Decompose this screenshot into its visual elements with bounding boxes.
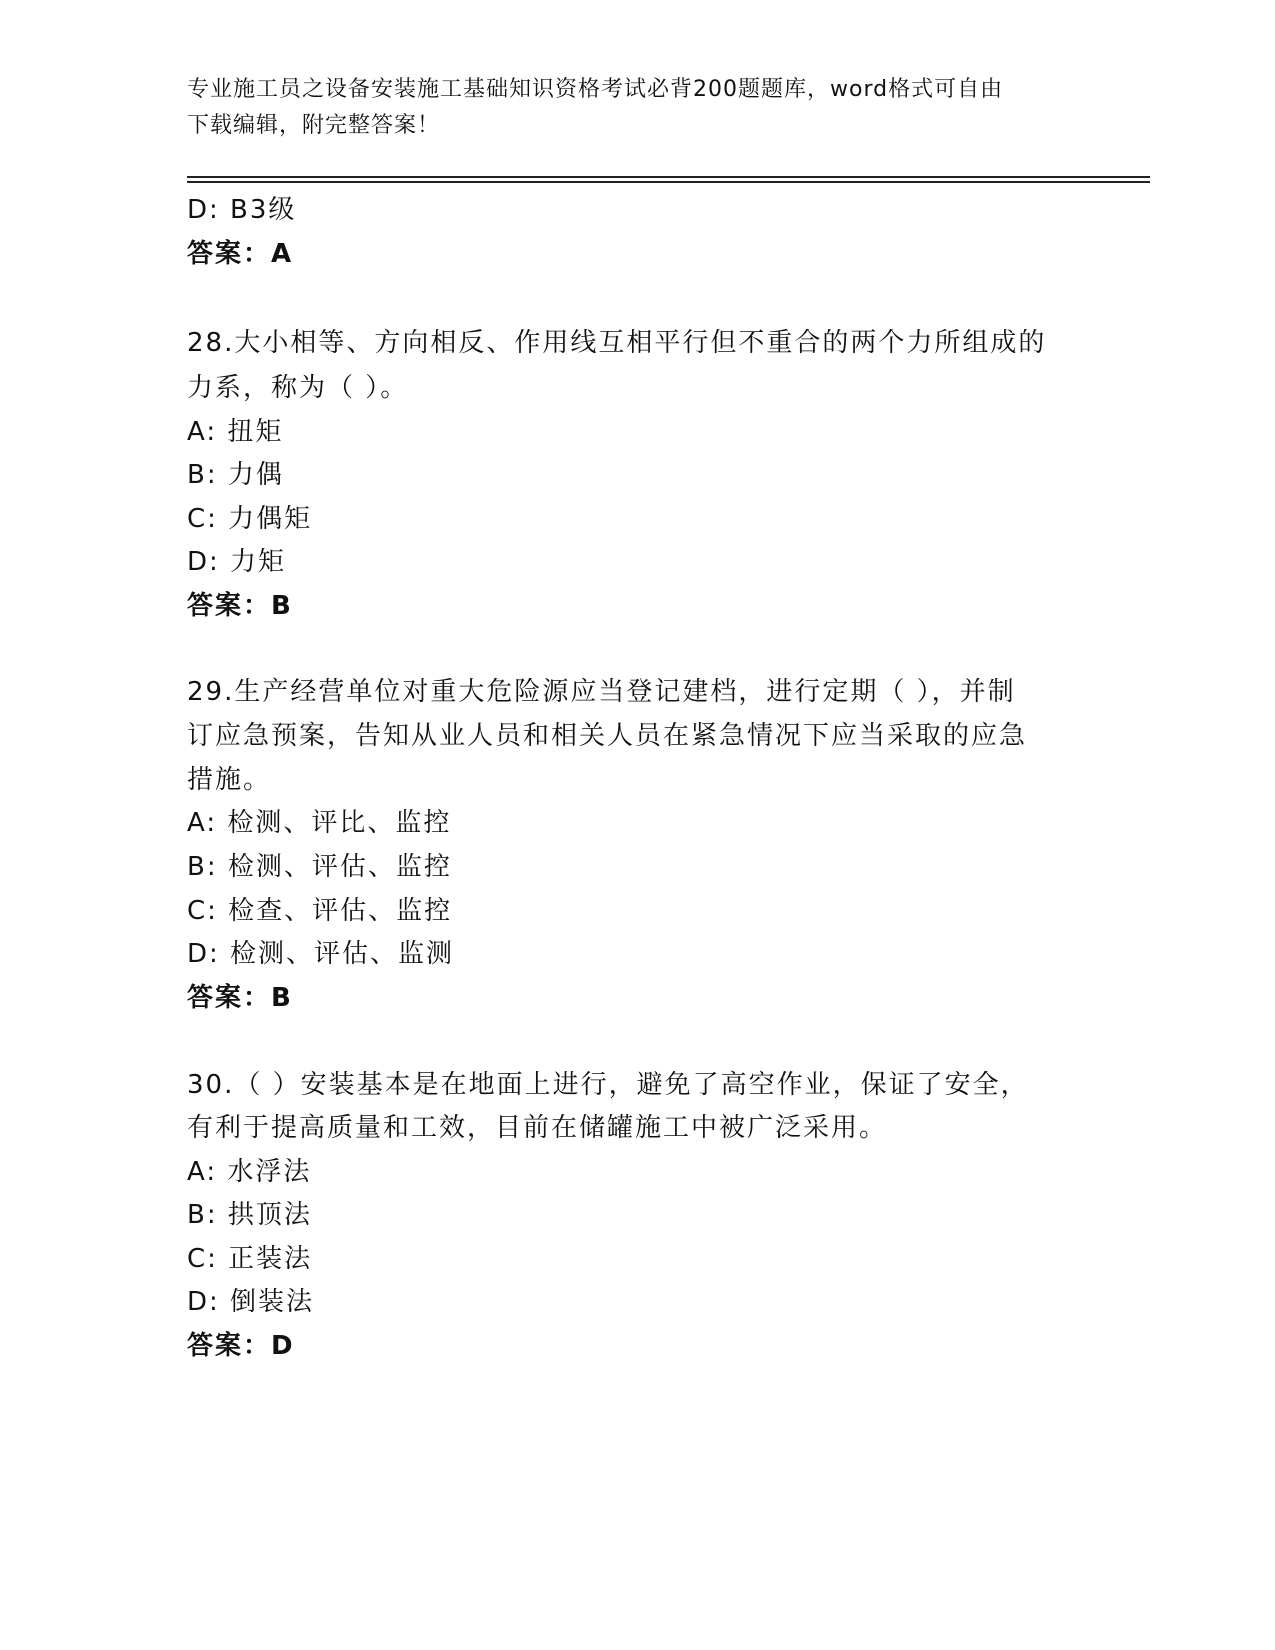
option-c: C: 力偶矩 <box>187 504 313 534</box>
answer: 答案：B <box>187 983 293 1013</box>
question-stem-line: 力系，称为（ ）。 <box>187 373 409 403</box>
option-a: A: 检测、评比、监控 <box>187 808 452 838</box>
question-stem-line: 29.生产经营单位对重大危险源应当登记建档，进行定期（ ），并制 <box>187 677 1016 707</box>
document-header <box>187 72 1067 144</box>
question-stem-line: 28.大小相等、方向相反、作用线互相平行但不重合的两个力所组成的 <box>187 328 1047 358</box>
option-b: B: 拱顶法 <box>187 1200 312 1230</box>
prev-option-d: D: B3级 <box>187 195 297 225</box>
answer: 答案：B <box>187 591 293 621</box>
header-line-1: 专业施工员之设备安装施工基础知识资格考试必背200题题库，word格式可自由 <box>187 77 1004 102</box>
option-a: A: 水浮法 <box>187 1157 312 1187</box>
option-c: C: 正装法 <box>187 1244 313 1274</box>
question-stem-line: 订应急预案，告知从业人员和相关人员在紧急情况下应当采取的应急 <box>187 721 1028 751</box>
header-line-2: 下载编辑，附完整答案！ <box>187 113 441 138</box>
prev-answer: 答案：A <box>187 239 294 269</box>
answer: 答案：D <box>187 1331 295 1361</box>
header-rule-lower <box>187 181 1150 183</box>
question-stem-line: 措施。 <box>187 765 272 795</box>
option-d: D: 检测、评估、监测 <box>187 939 455 969</box>
question-stem-line: 有利于提高质量和工效，目前在储罐施工中被广泛采用。 <box>187 1113 888 1143</box>
option-d: D: 倒装法 <box>187 1287 315 1317</box>
option-c: C: 检查、评估、监控 <box>187 896 453 926</box>
option-b: B: 力偶 <box>187 460 284 490</box>
header-rule-upper <box>187 176 1150 178</box>
option-a: A: 扭矩 <box>187 417 284 447</box>
option-d: D: 力矩 <box>187 547 287 577</box>
question-stem-line: 30.（ ）安装基本是在地面上进行，避免了高空作业，保证了安全， <box>187 1070 1029 1100</box>
option-b: B: 检测、评估、监控 <box>187 852 452 882</box>
